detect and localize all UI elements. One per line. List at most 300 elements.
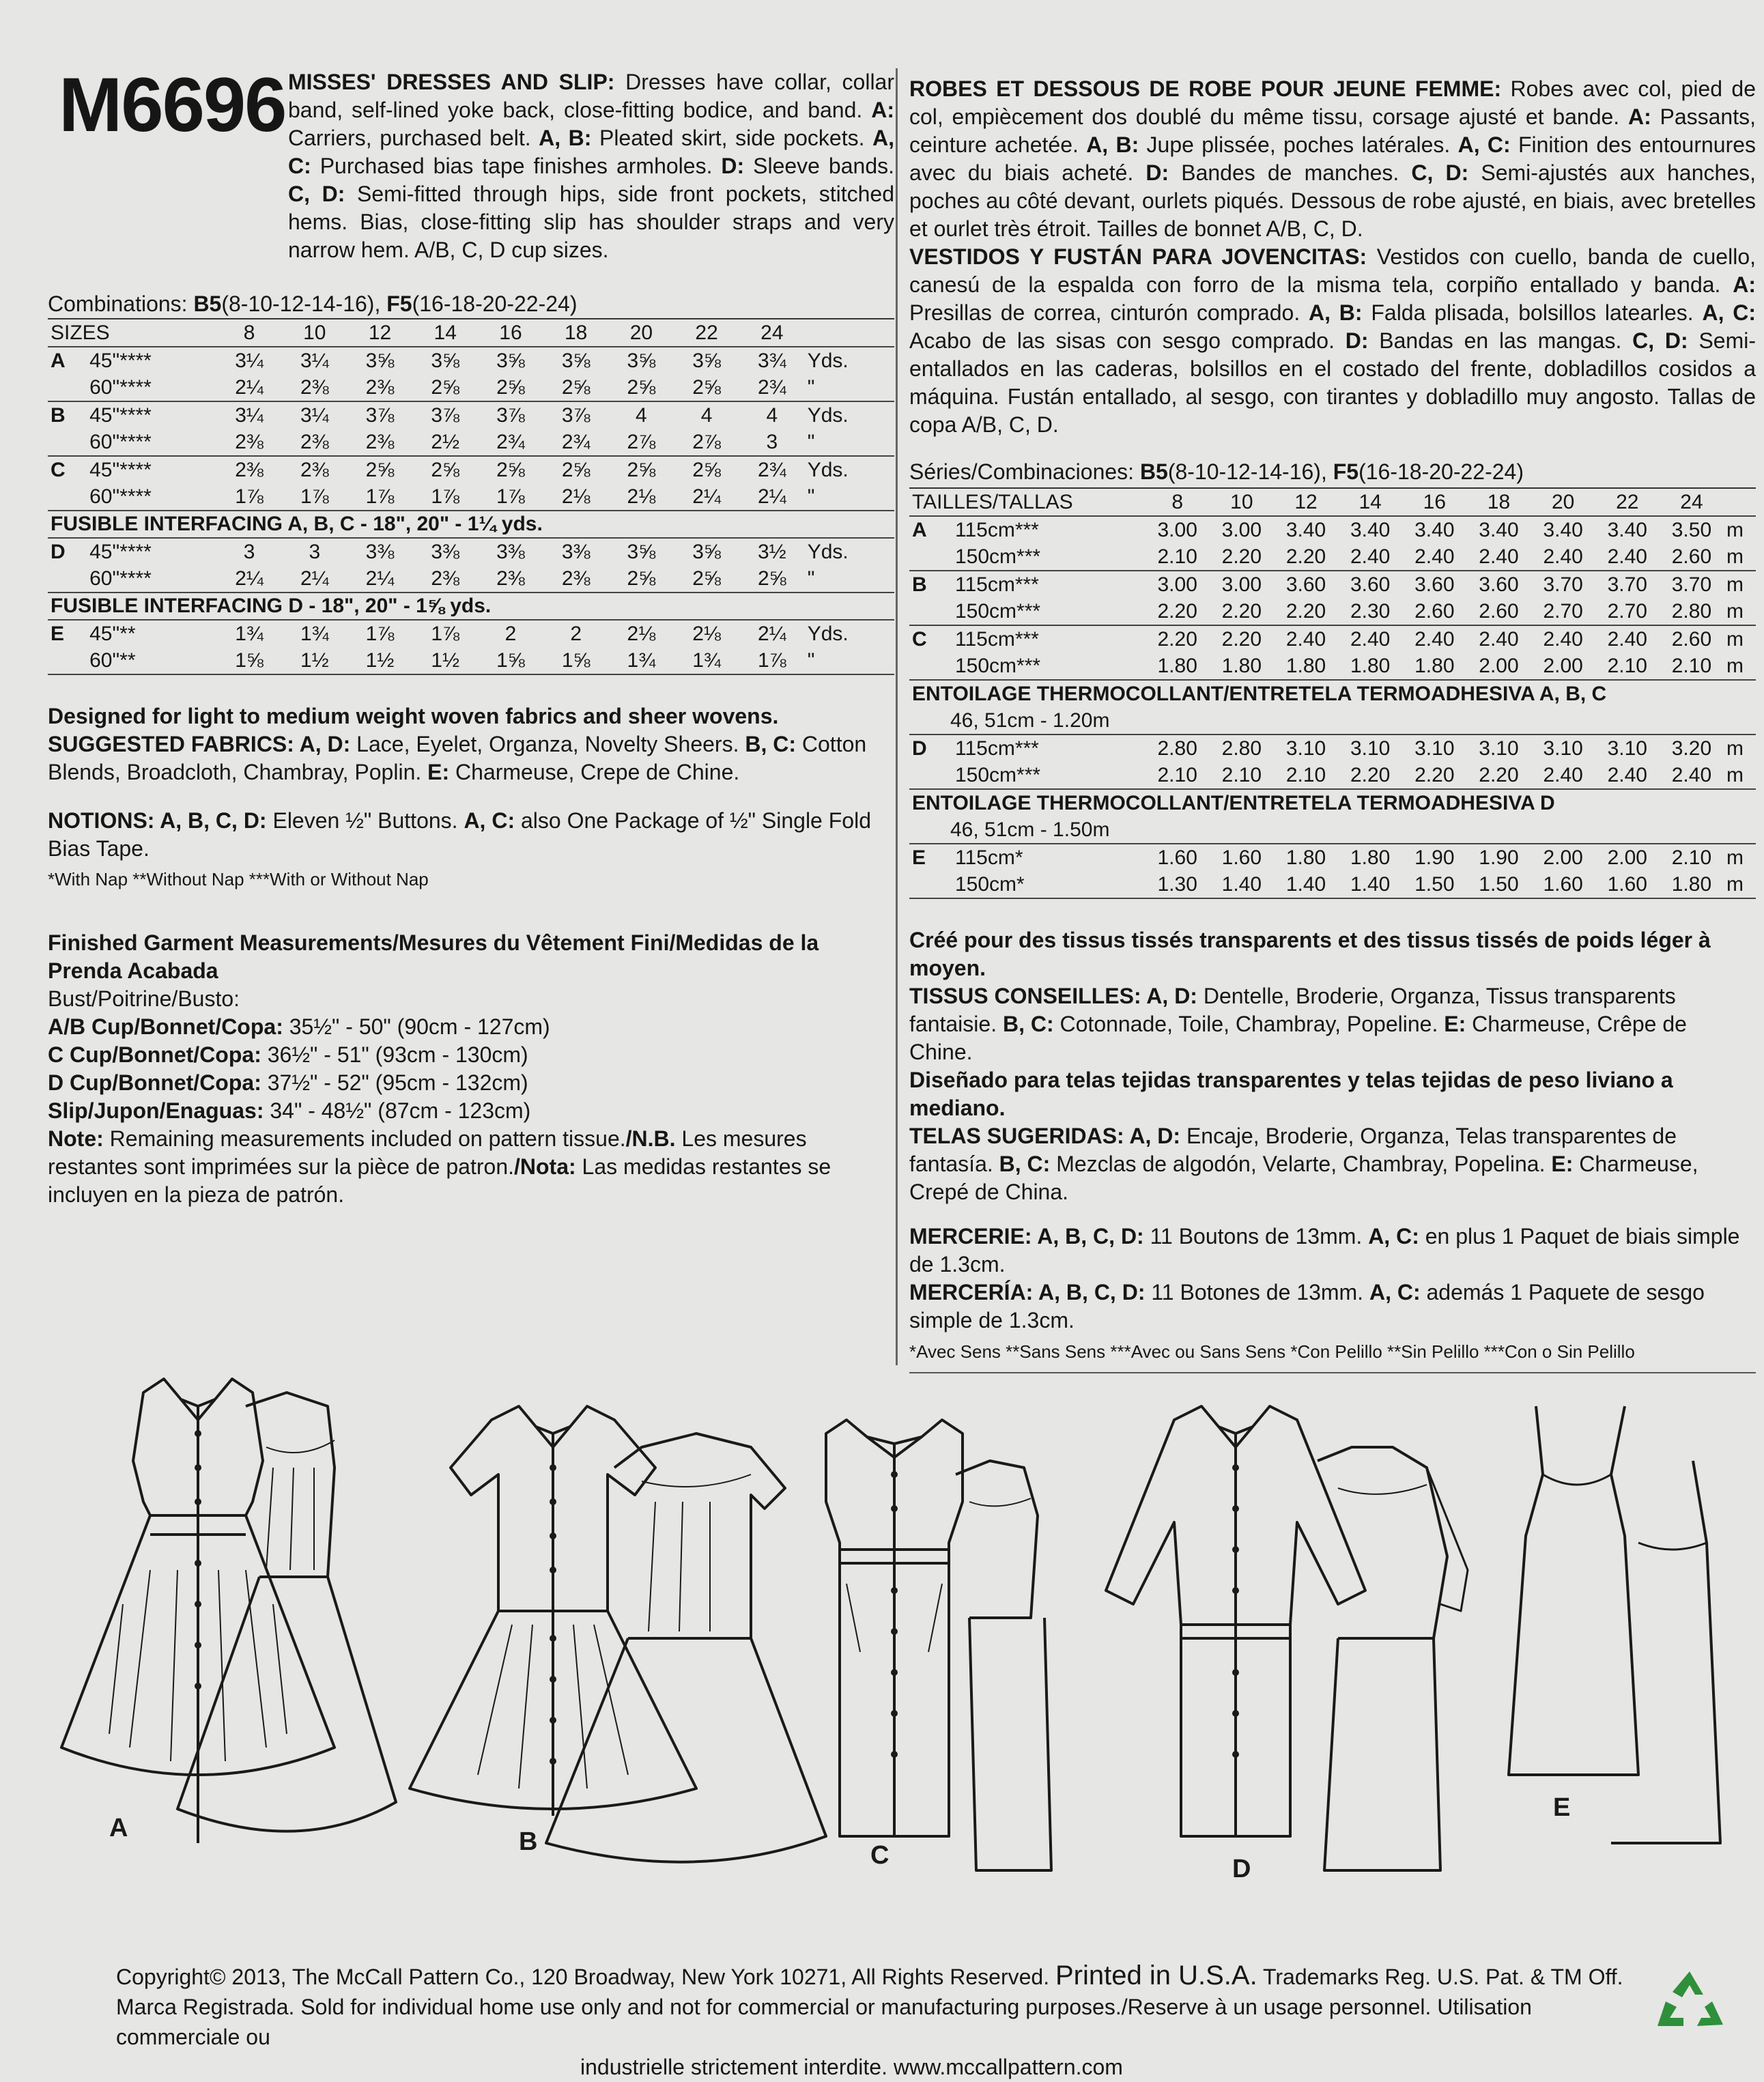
copyright-footer xyxy=(116,1960,1652,2082)
value-cell: 1⅞ xyxy=(478,483,543,511)
value-cell: 1¾ xyxy=(674,647,739,674)
english-item-label: D: xyxy=(721,154,745,178)
metric-combo-label: Séries/Combinaciones: xyxy=(909,459,1140,484)
english-footnote: *With Nap **Without Nap ***With or Without Nap xyxy=(48,869,429,889)
value-cell: 3¾ xyxy=(757,349,786,372)
value-cell: 2.20 xyxy=(1274,598,1338,625)
width-cell: 60"**** xyxy=(87,429,216,456)
view-c-back-drawing xyxy=(956,1461,1051,1870)
width-cell: 150cm* xyxy=(952,871,1146,898)
value-cell: 3 xyxy=(739,429,805,456)
english-item-label: A: xyxy=(871,98,894,122)
french-desc-text: Robes avec col, pied de col, empiècement dos doublé du même tissu, corsage ajusté et bande. xyxy=(909,76,1756,129)
unit-cell: " xyxy=(805,647,894,674)
interfacing-value-row xyxy=(909,816,1756,844)
fr-mercerie xyxy=(909,1223,1756,1279)
value-cell: 2.70 xyxy=(1531,598,1595,625)
metric-combo-f5: F5 xyxy=(1333,459,1359,484)
width-cell: 45"** xyxy=(89,622,136,645)
value-cell: 3.40 xyxy=(1607,518,1647,541)
metric-table-wrap xyxy=(909,459,1756,899)
value-cell: 2⅝ xyxy=(692,458,721,481)
value-cell: 2⅜ xyxy=(282,429,347,456)
value-cell: 2.40 xyxy=(1402,543,1466,571)
suggested-fabrics xyxy=(48,730,894,786)
view-cell xyxy=(48,483,87,511)
value-cell: 2.10 xyxy=(1146,543,1210,571)
fr-mercerie-ac-label: A, C: xyxy=(1368,1224,1419,1249)
value-cell: 3.60 xyxy=(1285,573,1326,596)
size-cell: 20 xyxy=(609,319,674,347)
value-cell: 2¼ xyxy=(216,374,282,401)
value-cell: 1.80 xyxy=(1274,653,1338,680)
value-cell: 2⅜ xyxy=(235,458,264,481)
size-cell: 14 xyxy=(1338,489,1402,516)
measurement-label: Slip/Jupon/Enaguas: xyxy=(48,1098,264,1123)
value-cell: 3⅝ xyxy=(692,540,721,563)
value-cell: 3.10 xyxy=(1285,737,1326,760)
value-cell: 2.60 xyxy=(1466,598,1531,625)
table-row xyxy=(48,565,894,593)
value-cell: 2¾ xyxy=(739,374,805,401)
value-cell: 2⅜ xyxy=(282,374,347,401)
size-cell: 16 xyxy=(478,319,543,347)
value-cell: 2.20 xyxy=(1338,762,1402,789)
metric-combinations xyxy=(909,459,1756,485)
value-cell: 1.80 xyxy=(1146,653,1210,680)
value-cell: 2⅜ xyxy=(412,565,478,593)
english-item-label: C, D: xyxy=(288,182,345,206)
combo-f5: F5 xyxy=(386,291,412,316)
footer-line-3: industrielle strictement interdite. www.mccallpattern.com xyxy=(580,2055,1123,2079)
footer-line-1 xyxy=(116,1960,1652,1992)
value-cell: 3⅝ xyxy=(692,349,721,372)
view-cell: E xyxy=(912,846,926,869)
value-cell: 2.80 xyxy=(1157,737,1197,760)
interfacing-row xyxy=(909,789,1756,816)
value-cell: 2.20 xyxy=(1146,598,1210,625)
french-spanish-column xyxy=(909,75,1756,1373)
size-cell: 12 xyxy=(1274,489,1338,516)
value-cell: 2.00 xyxy=(1543,846,1583,869)
value-cell: 2⅜ xyxy=(347,374,413,401)
french-description xyxy=(909,75,1756,243)
notions-ac-label: A, C: xyxy=(464,808,515,833)
value-cell: 2.00 xyxy=(1607,846,1647,869)
table-row xyxy=(48,483,894,511)
spanish-item-text: Semi-entallados en las caderas, bolsillos en el costado del frente, dobladillos cosidos a máquina. Fustán entallado, al sesgo, con tirantes y dobladillo muy angosto. Tallas de copa A/B, C, D. xyxy=(909,328,1756,437)
value-cell: 1⅝ xyxy=(216,647,282,674)
sizes-header-row xyxy=(909,489,1756,516)
size-cell: 10 xyxy=(282,319,347,347)
spanish-description xyxy=(909,243,1756,439)
finished-measurements xyxy=(48,929,894,1209)
width-cell: 45"**** xyxy=(89,403,152,427)
unit-cell: " xyxy=(805,483,894,511)
value-cell: 2⅞ xyxy=(609,429,674,456)
es-merceria xyxy=(909,1279,1756,1335)
fr-ad: Dentelle, Broderie, Organza, Tissus transparents fantaisie. xyxy=(909,984,1676,1036)
value-cell: 3.40 xyxy=(1479,518,1519,541)
value-cell: 2.10 xyxy=(1595,653,1660,680)
measurement-row xyxy=(48,1041,894,1069)
unit-cell: " xyxy=(805,429,894,456)
spanish-item-label: D: xyxy=(1345,328,1369,353)
view-cell xyxy=(48,565,87,593)
unit-cell: Yds. xyxy=(807,349,849,372)
french-item-label: A: xyxy=(1627,104,1651,129)
width-cell: 150cm*** xyxy=(952,598,1146,625)
spanish-item-text: Bandas en las mangas. xyxy=(1368,328,1633,353)
value-cell: 1¾ xyxy=(235,622,264,645)
value-cell: 2.40 xyxy=(1414,627,1455,651)
table-row xyxy=(909,762,1756,789)
english-item-text: Carriers, purchased belt. xyxy=(288,126,539,150)
french-item-label: C, D: xyxy=(1411,160,1469,185)
es-e-label: E: xyxy=(1551,1152,1574,1176)
value-cell: 3¼ xyxy=(235,349,264,372)
english-item-text: Pleated skirt, side pockets. xyxy=(591,126,873,150)
unit-cell: m xyxy=(1726,518,1744,541)
width-cell: 115cm*** xyxy=(955,573,1039,596)
interfacing-row xyxy=(48,593,894,620)
view-cell: B xyxy=(912,573,927,596)
value-cell: 2.20 xyxy=(1210,543,1274,571)
spanish-item-label: C, D: xyxy=(1632,328,1688,353)
interfacing-value-row xyxy=(909,707,1756,735)
value-cell: 3.70 xyxy=(1543,573,1583,596)
es-ad-label: A, D: xyxy=(1124,1124,1181,1148)
value-cell: 2.40 xyxy=(1607,627,1647,651)
table-row xyxy=(48,538,894,565)
value-cell: 3.00 xyxy=(1157,573,1197,596)
view-cell xyxy=(909,871,952,898)
notions-abcd: Eleven ½" Buttons. xyxy=(266,808,464,833)
size-cell: 22 xyxy=(674,319,739,347)
measurement-row xyxy=(48,1069,894,1097)
notions-abcd-label: A, B, C, D: xyxy=(154,808,267,833)
value-cell: 2¼ xyxy=(674,483,739,511)
value-cell: 3 xyxy=(309,540,321,563)
value-cell: 3⅝ xyxy=(561,349,591,372)
note-text: Remaining measurements included on pattern tissue. xyxy=(103,1126,626,1151)
table-row xyxy=(909,516,1756,543)
value-cell: 1.30 xyxy=(1146,871,1210,898)
view-e-label: E xyxy=(1553,1793,1571,1822)
view-d-back-drawing xyxy=(1318,1447,1468,1870)
value-cell: 2¼ xyxy=(216,565,282,593)
measurement-row xyxy=(48,1097,894,1125)
value-cell: 2.40 xyxy=(1531,762,1595,789)
french-item-label: D: xyxy=(1146,160,1169,185)
value-cell: 2 xyxy=(570,622,582,645)
es-bc: Mezclas de algodón, Velarte, Chambray, Popelina. xyxy=(1050,1152,1552,1176)
combo-f5-sizes: (16-18-20-22-24) xyxy=(412,291,578,316)
unit-cell: m xyxy=(1724,871,1756,898)
value-cell: 1.80 xyxy=(1660,871,1724,898)
view-cell: D xyxy=(912,737,927,760)
value-cell: 1¾ xyxy=(609,647,674,674)
value-cell: 3¼ xyxy=(235,403,264,427)
unit-cell xyxy=(805,319,894,347)
english-yardage-table xyxy=(48,319,894,675)
table-row xyxy=(909,871,1756,898)
value-cell: 3.40 xyxy=(1414,518,1455,541)
unit-cell: Yds. xyxy=(807,622,849,645)
value-cell: 2⅞ xyxy=(674,429,739,456)
value-cell: 3⅞ xyxy=(496,403,525,427)
value-cell: 2⅝ xyxy=(412,374,478,401)
table-row xyxy=(909,625,1756,653)
table-row xyxy=(48,620,894,647)
width-cell: 115cm* xyxy=(955,846,1023,869)
size-cell: 20 xyxy=(1531,489,1595,516)
value-cell: 2.40 xyxy=(1479,627,1519,651)
nota-label: /Nota: xyxy=(514,1154,576,1179)
suggested-bc-label: B, C: xyxy=(745,732,796,756)
view-c-front-drawing xyxy=(826,1420,963,1836)
value-cell: 3.10 xyxy=(1543,737,1583,760)
value-cell: 2.10 xyxy=(1274,762,1338,789)
value-cell: 1.40 xyxy=(1210,871,1274,898)
value-cell: 2⅝ xyxy=(739,565,805,593)
unit-cell: m xyxy=(1724,543,1756,571)
unit-cell: Yds. xyxy=(807,458,849,481)
interfacing-value: 46, 51cm - 1.20m xyxy=(909,707,1756,735)
value-cell: 4 xyxy=(636,403,647,427)
value-cell: 1⅞ xyxy=(431,622,460,645)
suggested-bc: Cotton Blends, Broadcloth, Chambray, Poplin. xyxy=(48,732,867,784)
suggested-e: Charmeuse, Crepe de Chine. xyxy=(449,760,740,784)
width-cell: 60"**** xyxy=(87,483,216,511)
table-row xyxy=(909,598,1756,625)
value-cell: 1⅝ xyxy=(543,647,609,674)
french-item-text: Semi-ajustés aux hanches, poches au côté devant, ourlets piqués. Dessous de robe ajusté, en biais, avec bretelles et ourlet très étroit. Tailles de bonnet A/B, C, D. xyxy=(909,160,1756,241)
value-cell: 2.20 xyxy=(1221,627,1262,651)
value-cell: 2⅜ xyxy=(478,565,543,593)
value-cell: 2.10 xyxy=(1146,762,1210,789)
view-d-front-drawing xyxy=(1106,1406,1365,1836)
value-cell: 3.40 xyxy=(1285,518,1326,541)
metric-yardage-table xyxy=(909,489,1756,899)
value-cell: 1.60 xyxy=(1157,846,1197,869)
value-cell: 3.10 xyxy=(1350,737,1391,760)
fr-ad-label: A, D: xyxy=(1141,984,1197,1008)
measurements-title: Finished Garment Measurements/Mesures du Vêtement Fini/Medidas de la Prenda Acabada xyxy=(48,930,819,983)
view-b-front-drawing xyxy=(410,1406,696,1816)
value-cell: 1¾ xyxy=(300,622,329,645)
value-cell: 1.40 xyxy=(1338,871,1402,898)
combinations-line xyxy=(48,291,894,319)
value-cell: 1⅞ xyxy=(347,483,413,511)
designed-for: Designed for light to medium weight woven fabrics and sheer wovens. xyxy=(48,704,779,728)
value-cell: 3¼ xyxy=(300,403,329,427)
width-cell: 150cm*** xyxy=(952,543,1146,571)
es-bc-label: B, C: xyxy=(999,1152,1051,1176)
combo-b5-sizes: (8-10-12-14-16), xyxy=(221,291,387,316)
value-cell: 2¾ xyxy=(478,429,543,456)
unit-cell: m xyxy=(1726,737,1744,760)
value-cell: 2⅝ xyxy=(365,458,395,481)
value-cell: 2.00 xyxy=(1531,653,1595,680)
value-cell: 2.20 xyxy=(1274,543,1338,571)
sizes-label: SIZES xyxy=(48,319,216,347)
value-cell: 2.80 xyxy=(1660,598,1724,625)
value-cell: 1⅞ xyxy=(365,622,395,645)
width-cell: 115cm*** xyxy=(955,737,1039,760)
interfacing-label: FUSIBLE INTERFACING A, B, C - 18", 20" - 1¼ yds. xyxy=(48,511,894,538)
french-item-label: A, C: xyxy=(1457,132,1511,157)
size-cell: 8 xyxy=(216,319,282,347)
unit-cell: m xyxy=(1726,573,1744,596)
value-cell: 2.20 xyxy=(1466,762,1531,789)
value-cell: 1⅞ xyxy=(739,647,805,674)
value-cell: 2.40 xyxy=(1338,543,1402,571)
value-cell: 1½ xyxy=(412,647,478,674)
measurement-value: 34" - 48½" (87cm - 123cm) xyxy=(264,1098,531,1123)
width-cell: 115cm*** xyxy=(955,627,1039,651)
unit-cell: m xyxy=(1726,846,1744,869)
table-row xyxy=(48,647,894,674)
width-cell: 45"**** xyxy=(89,458,152,481)
view-b-label: B xyxy=(519,1827,538,1856)
value-cell: 1½ xyxy=(282,647,347,674)
view-cell: D xyxy=(51,540,66,563)
es-merceria-text: 11 Botones de 13mm. xyxy=(1145,1280,1369,1304)
metric-combo-b5-sizes: (8-10-12-14-16), xyxy=(1167,459,1333,484)
english-item-label: A, B: xyxy=(539,126,592,150)
size-cell: 16 xyxy=(1402,489,1466,516)
nota-text: Las medidas restantes se incluyen en la pieza de patrón. xyxy=(48,1154,831,1207)
garment-illustrations xyxy=(41,1365,1748,1898)
value-cell: 3⅞ xyxy=(365,403,395,427)
spanish-desc-items xyxy=(909,272,1756,437)
french-title: ROBES ET DESSOUS DE ROBE POUR JEUNE FEMME: xyxy=(909,76,1502,101)
table-row xyxy=(48,347,894,374)
measurement-label: C Cup/Bonnet/Copa: xyxy=(48,1042,261,1067)
interfacing-row xyxy=(909,680,1756,707)
value-cell: 2.20 xyxy=(1402,762,1466,789)
value-cell: 2¾ xyxy=(543,429,609,456)
note-label: Note: xyxy=(48,1126,104,1151)
view-cell xyxy=(909,762,952,789)
english-item-text: Purchased bias tape finishes armholes. xyxy=(311,154,722,178)
value-cell: 2.40 xyxy=(1531,543,1595,571)
value-cell: 2.10 xyxy=(1660,653,1724,680)
french-item-text: Passants, ceinture achetée. xyxy=(909,104,1756,157)
value-cell: 2⅝ xyxy=(674,374,739,401)
value-cell: 2¼ xyxy=(347,565,413,593)
view-a-label: A xyxy=(109,1814,128,1842)
value-cell: 1.50 xyxy=(1402,871,1466,898)
value-cell: 2⅝ xyxy=(496,458,525,481)
value-cell: 3.10 xyxy=(1414,737,1455,760)
value-cell: 1⅞ xyxy=(282,483,347,511)
english-title: MISSES' DRESSES AND SLIP: xyxy=(288,70,615,94)
value-cell: 3⅝ xyxy=(627,540,656,563)
view-e-front-drawing xyxy=(1509,1406,1638,1775)
footer-line-2: Marca Registrada. Sold for individual home use only and not for commercial or manufacturing purposes./Reserve à un usage personnel. Utilisation commerciale ou xyxy=(116,1995,1532,2049)
value-cell: 2.60 xyxy=(1402,598,1466,625)
value-cell: 2½ xyxy=(412,429,478,456)
metric-combo-b5: B5 xyxy=(1139,459,1168,484)
metric-combo-f5-sizes: (16-18-20-22-24) xyxy=(1358,459,1524,484)
value-cell: 2⅛ xyxy=(627,622,656,645)
value-cell: 2⅝ xyxy=(627,458,656,481)
view-cell: E xyxy=(51,622,65,645)
value-cell: 2⅜ xyxy=(543,565,609,593)
view-a-front-drawing xyxy=(61,1379,335,1843)
view-cell xyxy=(909,543,952,571)
width-cell: 150cm*** xyxy=(952,762,1146,789)
column-divider xyxy=(896,68,898,1365)
spanish-title: VESTIDOS Y FUSTÁN PARA JOVENCITAS: xyxy=(909,244,1367,269)
fr-tissus-label: TISSUS CONSEILLES: xyxy=(909,984,1141,1008)
unit-cell: Yds. xyxy=(807,403,849,427)
value-cell: 2⅝ xyxy=(561,458,591,481)
french-item-text: Bandes de manches. xyxy=(1169,160,1412,185)
value-cell: 1⅝ xyxy=(478,647,543,674)
value-cell: 2.60 xyxy=(1660,543,1724,571)
value-cell: 2.40 xyxy=(1595,543,1660,571)
suggested-label: SUGGESTED FABRICS: xyxy=(48,732,294,756)
value-cell: 3.00 xyxy=(1157,518,1197,541)
english-fabrics xyxy=(48,702,894,786)
value-cell: 2.30 xyxy=(1338,598,1402,625)
size-cell: 22 xyxy=(1595,489,1660,516)
right-notions xyxy=(909,1223,1756,1335)
value-cell: 3⅞ xyxy=(561,403,591,427)
value-cell: 3 xyxy=(243,540,255,563)
table-row xyxy=(48,456,894,483)
spanish-item-label: A, B: xyxy=(1309,300,1363,325)
value-cell: 3.00 xyxy=(1221,573,1262,596)
value-cell: 3⅜ xyxy=(561,540,591,563)
value-cell: 4 xyxy=(766,403,778,427)
value-cell: 3⅝ xyxy=(431,349,460,372)
measurement-row xyxy=(48,1013,894,1041)
es-merceria-label: MERCERÍA: A, B, C, D: xyxy=(909,1280,1146,1304)
french-item-label: A, B: xyxy=(1086,132,1139,157)
size-cell: 18 xyxy=(1466,489,1531,516)
width-cell: 60"** xyxy=(87,647,216,674)
value-cell: 3⅝ xyxy=(496,349,525,372)
suggested-e-label: E: xyxy=(427,760,450,784)
value-cell: 2¾ xyxy=(757,458,786,481)
value-cell: 2.40 xyxy=(1350,627,1391,651)
value-cell: 1.50 xyxy=(1466,871,1531,898)
value-cell: 3.70 xyxy=(1607,573,1647,596)
table-row xyxy=(909,571,1756,598)
view-cell xyxy=(48,647,87,674)
interfacing-label: ENTOILAGE THERMOCOLLANT/ENTRETELA TERMOADHESIVA D xyxy=(912,791,1555,814)
view-d-label: D xyxy=(1232,1855,1251,1883)
value-cell: 3.60 xyxy=(1414,573,1455,596)
value-cell: 2⅜ xyxy=(216,429,282,456)
width-cell: 115cm*** xyxy=(955,518,1039,541)
table-row xyxy=(48,401,894,429)
value-cell: 1.80 xyxy=(1285,846,1326,869)
value-cell: 2.60 xyxy=(1671,627,1712,651)
view-cell: C xyxy=(51,458,66,481)
measurement-value: 35½" - 50" (90cm - 127cm) xyxy=(283,1014,550,1039)
french-item-text: Finition des entournures avec du biais acheté. xyxy=(909,132,1756,185)
value-cell: 2⅝ xyxy=(674,565,739,593)
unit-cell: m xyxy=(1724,762,1756,789)
measurement-value: 36½" - 51" (93cm - 130cm) xyxy=(261,1042,528,1067)
copyright-text: Copyright© 2013, The McCall Pattern Co., 120 Broadway, New York 10271, All Rights Reserved. xyxy=(116,1965,1055,1989)
value-cell: 2.80 xyxy=(1221,737,1262,760)
